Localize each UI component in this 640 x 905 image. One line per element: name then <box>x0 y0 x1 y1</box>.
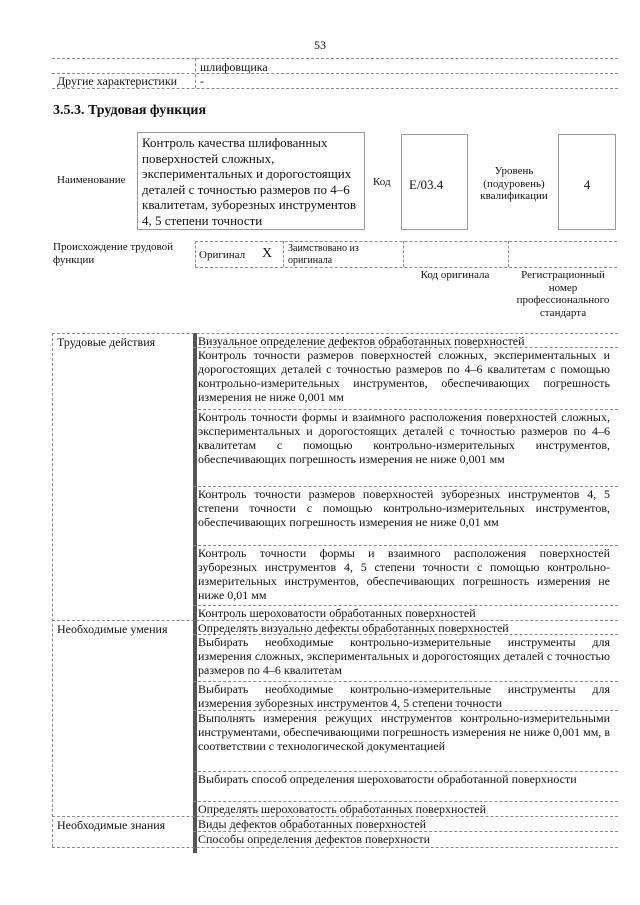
code-original-label: Код оригинала <box>420 269 490 281</box>
level-box <box>558 134 616 230</box>
actions-label: Трудовые действия <box>57 335 156 349</box>
name-value: Контроль качества шлифованных поверхностей сложных, экспериментальных и дорогостоящих деталей с точностью размеров по 4–6 квалитетам, зуборезных инструментов 4, 5 степени точности <box>142 135 356 228</box>
action-item: Контроль точности формы и взаимного расположения поверхностей сложных, экспериментальных и дорогостоящих деталей с точностью размеров по 4–6 квалитетам с помощью контрольно-измерительных инструментов, обеспечивающих погрешность измерения не ниже 0,001 мм <box>198 410 610 466</box>
origin-label: Происхождение трудовой функции <box>53 241 174 266</box>
reg-number-label: Регистрационный номер профессионального стандарта <box>516 269 610 319</box>
skills-label: Необходимые умения <box>57 622 168 636</box>
knowledge-label: Необходимые знания <box>57 818 166 832</box>
skill-item: Определять визуально дефекты обработанных поверхностей <box>198 621 509 635</box>
skill-item: Выбирать необходимые контрольно-измерительные инструменты для измерения зуборезных инструментов 4, 5 степени точности <box>198 682 610 710</box>
knowledge-item: Виды дефектов обработанных поверхностей <box>198 817 427 831</box>
original-mark: X <box>262 246 273 261</box>
action-item: Контроль точности формы и взаимного расположения поверхностей зуборезных инструментов 4, 5 степени точности с помощью контрольно-измерительных инструментов, обеспечивающих погрешность измерения не ниже 0,01 мм <box>198 546 610 602</box>
level-label: Уровень (подуровень) квалификации <box>480 165 548 202</box>
original-label: Оригинал <box>199 249 246 261</box>
action-item: Контроль точности размеров поверхностей зуборезных инструментов 4, 5 степени точности с помощью контрольно-измерительных инструментов, обеспечивающих погрешность измерения не ниже 0,01 мм <box>198 487 610 529</box>
code-value: E/03.4 <box>409 177 444 192</box>
knowledge-item: Способы определения дефектов поверхности <box>198 832 431 846</box>
level-value: 4 <box>583 177 591 192</box>
prev-cell-text: шлифовщика <box>200 60 268 74</box>
skill-item: Выполнять измерения режущих инструментов контрольно-измерительными инструментами, обеспечивающими погрешность измерения не ниже 0,001 мм, в соответствии с технологической документацией <box>198 711 610 753</box>
section-title: 3.5.3. Трудовая функция <box>53 103 207 118</box>
name-value-box <box>137 132 365 230</box>
code-label: Код <box>373 176 391 188</box>
action-item: Контроль шероховатости обработанных поверхностей <box>198 606 476 620</box>
skill-item: Определять шероховатость обработанных поверхностей <box>198 802 487 816</box>
action-item: Визуальное определение дефектов обработанных поверхностей <box>198 334 525 348</box>
code-box <box>401 134 468 230</box>
skill-item: Выбирать способ определения шероховатости обработанной поверхности <box>198 772 577 786</box>
skill-item: Выбирать необходимые контрольно-измерительные инструменты для измерения сложных, экспериментальных и дорогостоящих деталей с точностью размеров по 4–6 квалитетам <box>198 635 610 677</box>
name-label: Наименование <box>57 174 126 186</box>
other-characteristics-value: - <box>200 74 204 88</box>
other-characteristics-label: Другие характеристики <box>57 74 178 88</box>
borrowed-label: Заимствовано из оригинала <box>288 243 359 266</box>
page-number: 53 <box>314 38 326 52</box>
action-item: Контроль точности размеров поверхностей сложных, экспериментальных и дорогостоящих деталей с точностью размеров по 4–6 квалитетам с помощью контрольно-измерительных инструментов, обеспечивающих погрешность измерения не ниже 0,001 мм <box>198 348 610 404</box>
